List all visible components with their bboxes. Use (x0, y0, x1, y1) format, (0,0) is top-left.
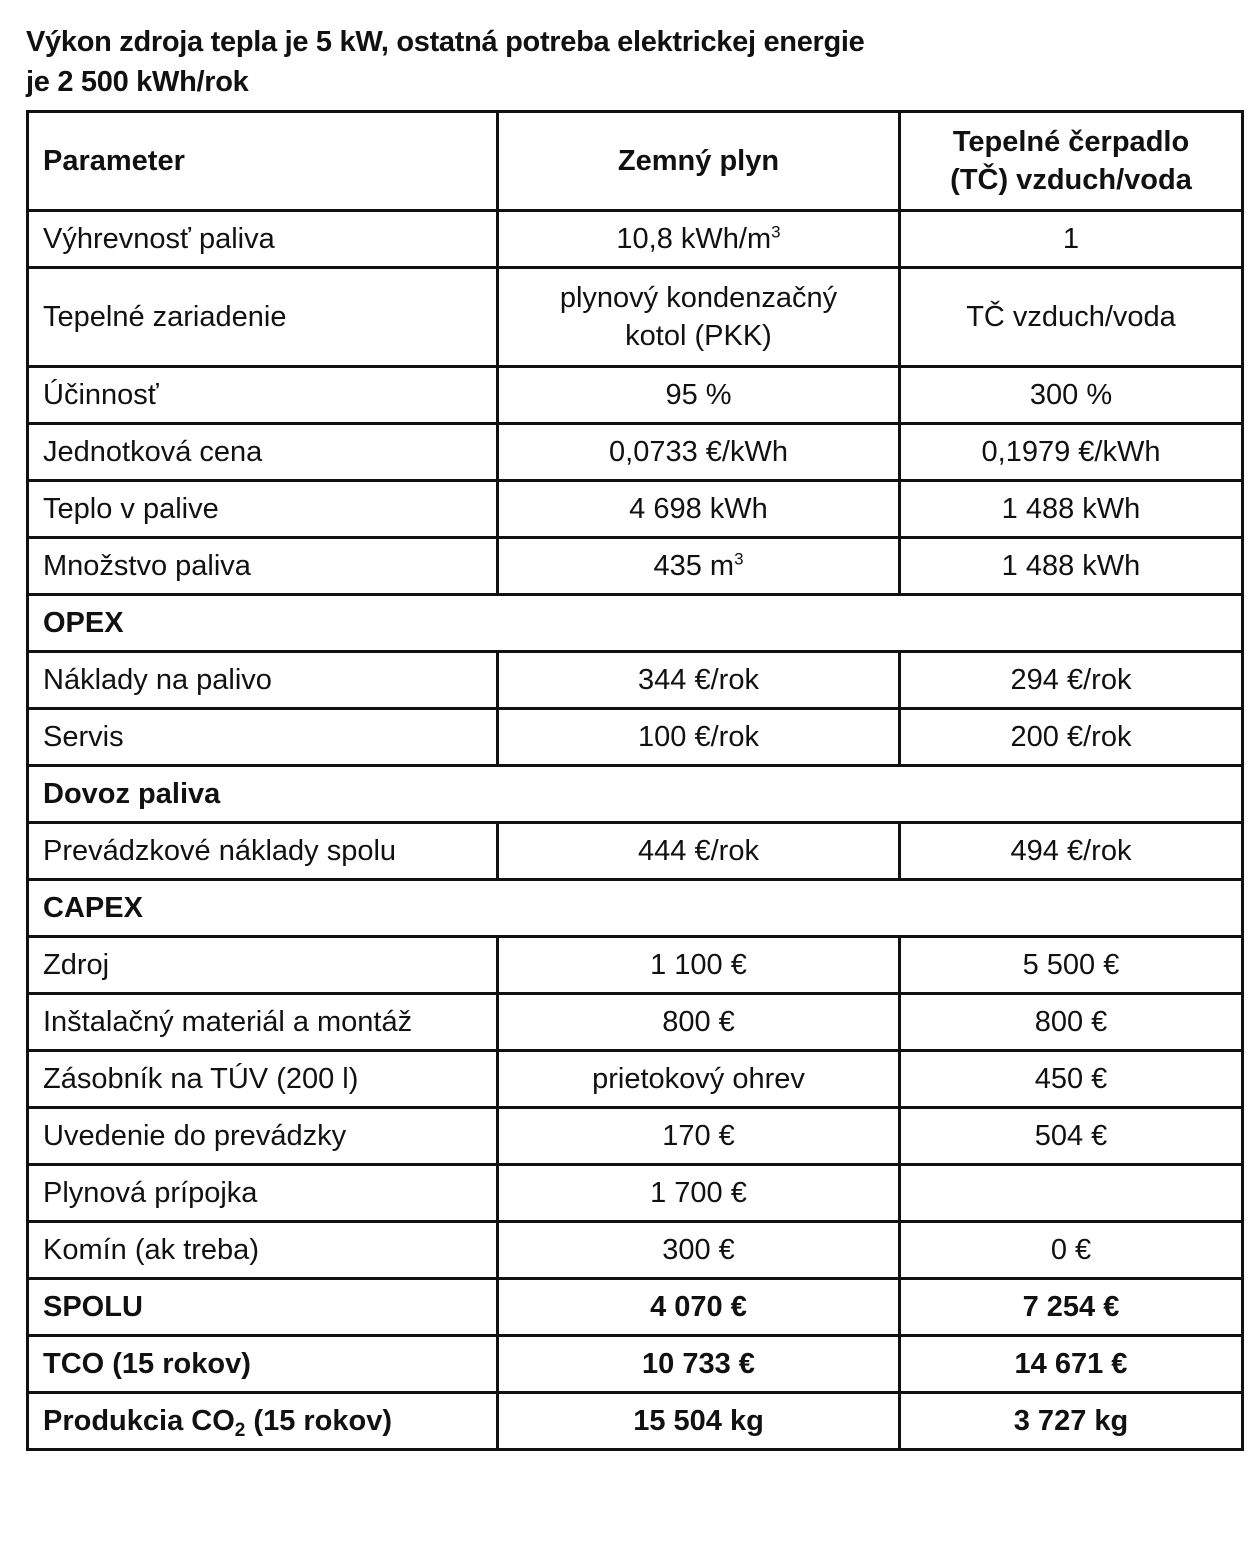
header-row (28, 112, 1243, 211)
gas-value: 0,0733 €/kWh (498, 424, 900, 481)
row-label: Uvedenie do prevádzky (28, 1108, 498, 1165)
section-row-capex (28, 880, 1243, 937)
total-row-co2 (28, 1393, 1243, 1450)
gas-value: 10 733 € (498, 1336, 900, 1393)
header-gas: Zemný plyn (498, 112, 900, 211)
heat-pump-value: 494 €/rok (900, 823, 1243, 880)
table-row (28, 937, 1243, 994)
title-line-1: Výkon zdroja tepla je 5 kW, ostatná potreba elektrickej energie (26, 26, 865, 58)
gas-value: 1 100 € (498, 937, 900, 994)
heat-pump-value: 0 € (900, 1222, 1243, 1279)
row-label (28, 1393, 498, 1450)
gas-value: 95 % (498, 367, 900, 424)
row-label-post: (15 rokov) (245, 1405, 393, 1437)
gas-value: 300 € (498, 1222, 900, 1279)
total-row-tco (28, 1336, 1243, 1393)
header-heat-pump-line-2: (TČ) vzduch/voda (950, 164, 1192, 196)
row-label-pre: Produkcia CO (43, 1405, 235, 1437)
heat-pump-value: 1 488 kWh (900, 538, 1243, 595)
section-row-dovoz (28, 766, 1243, 823)
gas-value: prietokový ohrev (498, 1051, 900, 1108)
table-row (28, 211, 1243, 268)
table-row (28, 424, 1243, 481)
row-label: Servis (28, 709, 498, 766)
row-label-subscript: 2 (234, 1420, 246, 1441)
row-label: Množstvo paliva (28, 538, 498, 595)
table-row (28, 1108, 1243, 1165)
table-title (26, 22, 1226, 102)
gas-value-number: 10,8 kWh/m (616, 223, 772, 255)
heat-pump-value: 504 € (900, 1108, 1243, 1165)
row-label: Náklady na palivo (28, 652, 498, 709)
table-row (28, 994, 1243, 1051)
table-row (28, 823, 1243, 880)
header-heat-pump-line-1: Tepelné čerpadlo (952, 126, 1190, 158)
heat-pump-value (900, 1165, 1243, 1222)
heat-pump-value: 450 € (900, 1051, 1243, 1108)
row-label: Teplo v palive (28, 481, 498, 538)
row-label: Plynová prípojka (28, 1165, 498, 1222)
row-label: SPOLU (28, 1279, 498, 1336)
gas-value: 100 €/rok (498, 709, 900, 766)
gas-value-superscript: 3 (734, 549, 744, 569)
table-row (28, 538, 1243, 595)
table-row (28, 481, 1243, 538)
gas-value-line-2: kotol (PKK) (625, 320, 772, 352)
table-row (28, 1222, 1243, 1279)
row-label: Inštalačný materiál a montáž (28, 994, 498, 1051)
row-label: Komín (ak treba) (28, 1222, 498, 1279)
gas-value (498, 268, 900, 367)
heat-pump-value: 300 % (900, 367, 1243, 424)
row-label: TCO (15 rokov) (28, 1336, 498, 1393)
header-heat-pump (900, 112, 1243, 211)
table-row (28, 1165, 1243, 1222)
gas-value: 170 € (498, 1108, 900, 1165)
heat-pump-value: TČ vzduch/voda (900, 268, 1243, 367)
gas-value: 15 504 kg (498, 1393, 900, 1450)
gas-value: 444 €/rok (498, 823, 900, 880)
heat-pump-value: 200 €/rok (900, 709, 1243, 766)
heat-pump-value: 1 (900, 211, 1243, 268)
row-label: Tepelné zariadenie (28, 268, 498, 367)
section-label: CAPEX (28, 880, 1243, 937)
gas-value-superscript: 3 (771, 222, 781, 242)
row-label: Jednotková cena (28, 424, 498, 481)
gas-value: 4 070 € (498, 1279, 900, 1336)
table-row (28, 1051, 1243, 1108)
gas-value: 4 698 kWh (498, 481, 900, 538)
row-label: Prevádzkové náklady spolu (28, 823, 498, 880)
heat-pump-value: 800 € (900, 994, 1243, 1051)
gas-value (498, 538, 900, 595)
row-label: Výhrevnosť paliva (28, 211, 498, 268)
gas-value: 1 700 € (498, 1165, 900, 1222)
heat-pump-value: 14 671 € (900, 1336, 1243, 1393)
header-parameter: Parameter (28, 112, 498, 211)
table-row (28, 652, 1243, 709)
gas-value (498, 211, 900, 268)
table-row (28, 709, 1243, 766)
table-row (28, 367, 1243, 424)
gas-value: 344 €/rok (498, 652, 900, 709)
total-row-spolu (28, 1279, 1243, 1336)
row-label: Zdroj (28, 937, 498, 994)
gas-value-line-1: plynový kondenzačný (559, 282, 838, 314)
table-row (28, 268, 1243, 367)
row-label: Účinnosť (28, 367, 498, 424)
comparison-table (26, 110, 1244, 1451)
title-line-2: je 2 500 kWh/rok (26, 66, 249, 98)
gas-value-number: 435 m (653, 550, 735, 582)
section-label: OPEX (28, 595, 1243, 652)
heat-pump-value: 294 €/rok (900, 652, 1243, 709)
heat-pump-value: 0,1979 €/kWh (900, 424, 1243, 481)
row-label: Zásobník na TÚV (200 l) (28, 1051, 498, 1108)
heat-pump-value: 5 500 € (900, 937, 1243, 994)
heat-pump-value: 3 727 kg (900, 1393, 1243, 1450)
section-row-opex (28, 595, 1243, 652)
heat-pump-value: 1 488 kWh (900, 481, 1243, 538)
heat-pump-value: 7 254 € (900, 1279, 1243, 1336)
gas-value: 800 € (498, 994, 900, 1051)
section-label: Dovoz paliva (28, 766, 1243, 823)
